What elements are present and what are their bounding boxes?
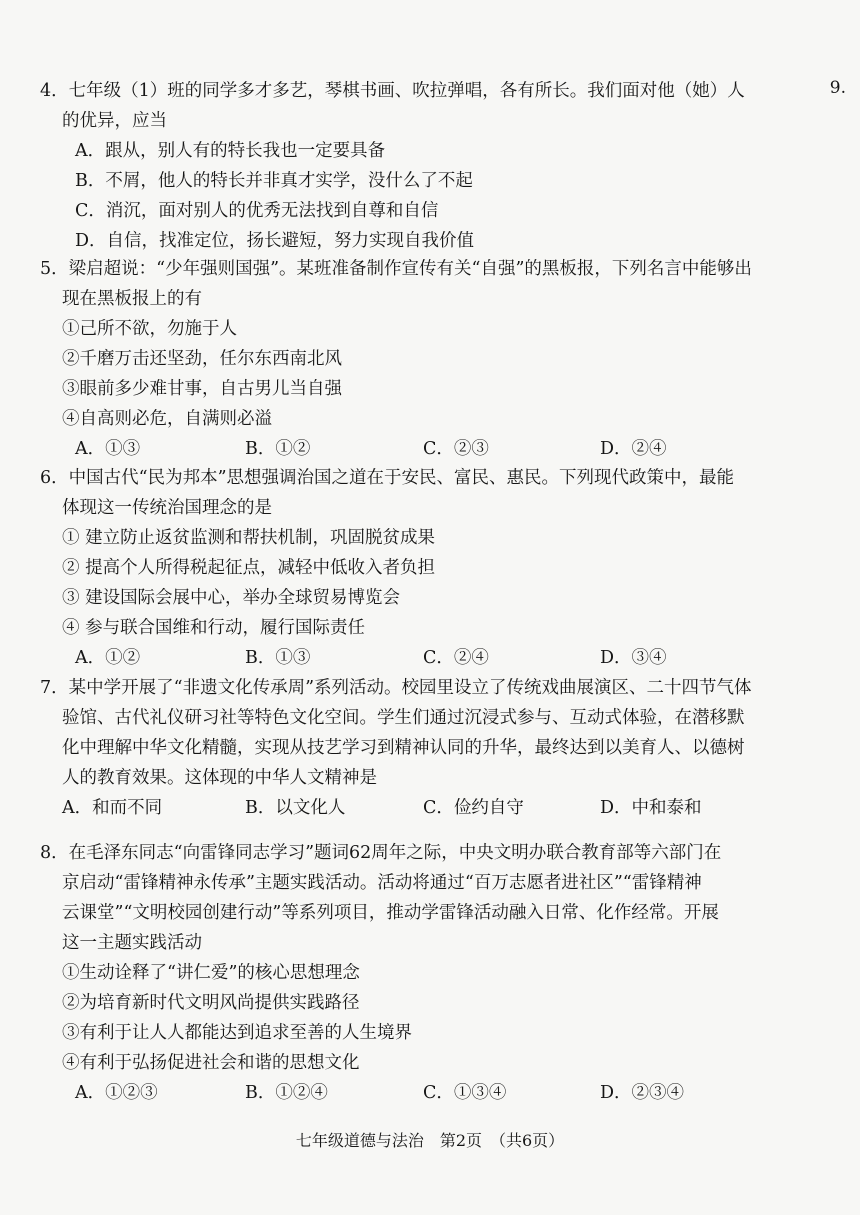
option-d: D．②④: [600, 439, 667, 459]
question-stem-line: 体现这一传统治国理念的是: [62, 498, 272, 518]
statement-1: ①己所不欲，勿施于人: [62, 319, 237, 339]
statement-3: ③有利于让人人都能达到追求至善的人生境界: [62, 1023, 412, 1043]
question-8: [40, 838, 790, 1108]
option-d: D．自信，找准定位，扬长避短，努力实现自我价值: [75, 231, 475, 251]
question-stem-line: 4．七年级（1）班的同学多才多艺，琴棋书画、吹拉弹唱，各有所长。我们面对他（她）人: [40, 81, 745, 101]
question-6: [40, 463, 790, 673]
option-b: B．以文化人: [245, 798, 346, 818]
question-stem-line: 6．中国古代“民为邦本”思想强调治国之道在于安民、富民、惠民。下列现代政策中，最能: [40, 468, 735, 488]
option-c: C．②④: [423, 648, 489, 668]
statement-2: ②千磨万击还坚劲，任尔东西南北风: [62, 349, 342, 369]
options-row: [40, 1078, 790, 1108]
question-5: [40, 254, 790, 464]
option-d: D．②③④: [600, 1083, 685, 1103]
option-a: A．①③: [75, 439, 141, 459]
option-c: C．②③: [423, 439, 489, 459]
question-stem-line: 7．某中学开展了“非遗文化传承周”系列活动。校园里设立了传统戏曲展演区、二十四节气体: [40, 678, 752, 698]
question-stem-line: 云课堂”“文明校园创建行动”等系列项目，推动学雷锋活动融入日常、化作经常。开展: [62, 903, 719, 923]
statement-1: ①生动诠释了“讲仁爱”的核心思想理念: [62, 963, 360, 983]
option-d: D．③④: [600, 648, 667, 668]
statement-1: ① 建立防止返贫监测和帮扶机制，巩固脱贫成果: [62, 528, 436, 548]
question-stem-line: 8．在毛泽东同志“向雷锋同志学习”题词62周年之际，中央文明办联合教育部等六部门在: [40, 843, 722, 863]
statement-3: ③ 建设国际会展中心，举办全球贸易博览会: [62, 588, 401, 608]
options-row: [40, 643, 790, 673]
option-b: B．①②④: [245, 1083, 328, 1103]
option-a: A．跟从，别人有的特长我也一定要具备: [75, 141, 386, 161]
statement-4: ④ 参与联合国维和行动，履行国际责任: [62, 618, 366, 638]
page-footer: 七年级道德与法治 第2页 （共6页）: [295, 1131, 565, 1150]
question-stem-line: 京启动“雷锋精神永传承”主题实践活动。活动将通过“百万志愿者进社区”“雷锋精神: [62, 873, 702, 893]
options-row: [40, 793, 790, 823]
option-c: C．消沉，面对别人的优秀无法找到自尊和自信: [75, 201, 439, 221]
question-stem-line: 5．梁启超说：“少年强则国强”。某班准备制作宣传有关“自强”的黑板报，下列名言中能够出: [40, 259, 752, 279]
question-stem-line: 的优异，应当: [62, 111, 167, 131]
options-row: [40, 434, 790, 464]
option-c: C．①③④: [423, 1083, 507, 1103]
statement-4: ④有利于弘扬促进社会和谐的思想文化: [62, 1053, 360, 1073]
option-a: A．①②: [75, 648, 141, 668]
question-stem-line: 现在黑板报上的有: [62, 289, 202, 309]
question-stem-line: 人的教育效果。这体现的中华人文精神是: [62, 768, 377, 788]
statement-3: ③眼前多少难甘事，自古男儿当自强: [62, 379, 342, 399]
statement-2: ② 提高个人所得税起征点，减轻中低收入者负担: [62, 558, 436, 578]
question-stem-line: 验馆、古代礼仪研习社等特色文化空间。学生们通过沉浸式参与、互动式体验，在潜移默: [62, 708, 745, 728]
statement-2: ②为培育新时代文明风尚提供实践路径: [62, 993, 360, 1013]
margin-note: 9.: [829, 78, 846, 98]
option-b: B．不屑，他人的特长并非真才实学，没什么了不起: [75, 171, 473, 191]
question-stem-line: 化中理解中华文化精髓，实现从技艺学习到精神认同的升华，最终达到以美育人、以德树: [62, 738, 745, 758]
question-stem-line: 这一主题实践活动: [62, 933, 202, 953]
question-4: [40, 76, 790, 256]
option-b: B．①③: [245, 648, 311, 668]
option-b: B．①②: [245, 439, 311, 459]
option-a: A．和而不同: [62, 798, 163, 818]
question-7: [40, 673, 790, 823]
option-a: A．①②③: [75, 1083, 158, 1103]
option-d: D．中和泰和: [600, 798, 702, 818]
statement-4: ④自高则必危，自满则必溢: [62, 409, 272, 429]
option-c: C．俭约自守: [423, 798, 524, 818]
